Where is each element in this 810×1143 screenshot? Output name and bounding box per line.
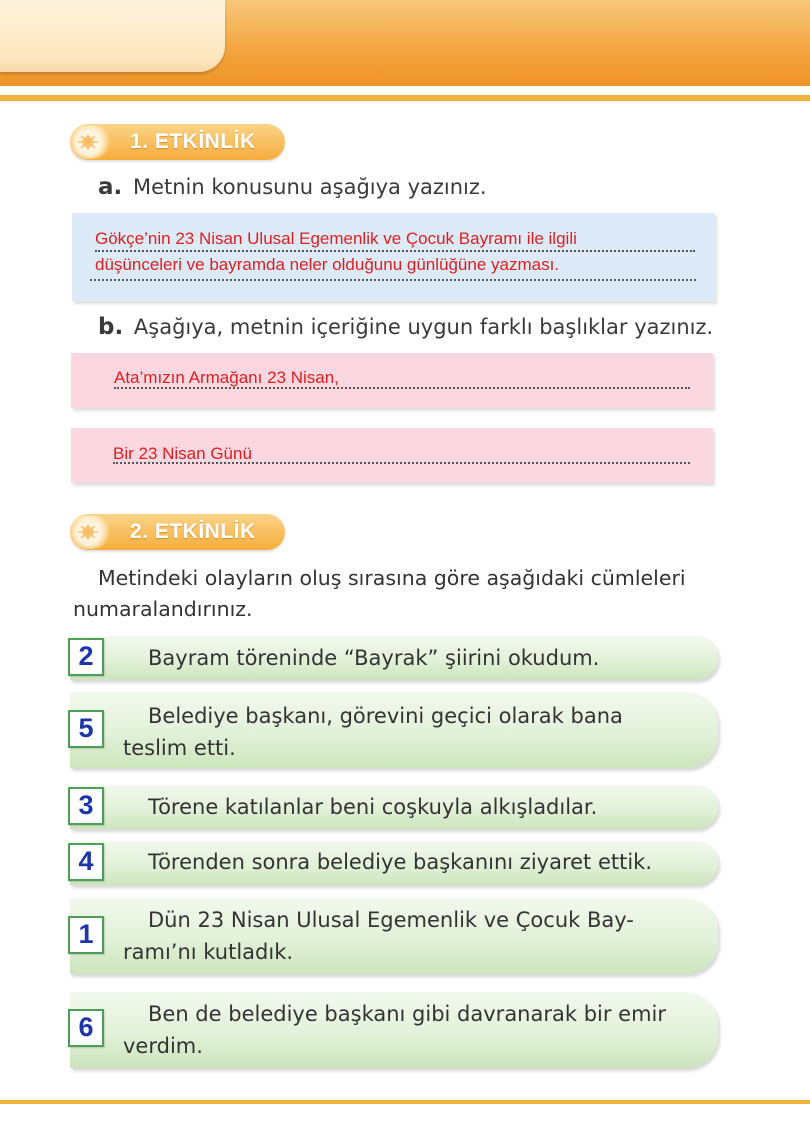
activity-2-header <box>70 514 285 550</box>
order-number-box[interactable] <box>68 843 104 881</box>
topic-answer-line-1: Gökçe’nin 23 Nisan Ulusal Egemenlik ve Çocuk Bayramı ile ilgili <box>95 229 577 248</box>
answer-dotted-line <box>95 250 695 252</box>
activity-burst-icon <box>66 125 112 159</box>
title-answer-2: Bir 23 Nisan Günü <box>113 444 252 463</box>
instruction-line-2: numaralandırınız. <box>73 597 253 621</box>
title-answer-1: Ata’mızın Armağanı 23 Nisan, <box>114 368 339 387</box>
prompt-b-text: Aşağıya, metnin içeriğine uygun farklı başlıklar yazınız. <box>133 315 714 339</box>
answer-dotted-line <box>114 387 690 389</box>
topic-answer-line-2: düşünceleri ve bayramda neler olduğunu günlüğüne yazması. <box>95 255 560 274</box>
activity-2-instructions <box>73 563 723 625</box>
answer-dotted-line <box>90 279 696 281</box>
sentence-line-1: Törenden sonra belediye başkanını ziyaret ettik. <box>148 850 653 874</box>
order-number-box[interactable] <box>68 787 104 825</box>
sentence-line-2: ramı’nı kutladık. <box>123 940 294 964</box>
order-number: 2 <box>78 641 94 671</box>
activity-burst-icon <box>66 515 112 549</box>
prompt-a <box>98 174 487 200</box>
sentence-text <box>123 998 695 1062</box>
bottom-divider <box>0 1100 810 1104</box>
sentence-text <box>123 791 695 823</box>
order-number: 5 <box>78 713 94 743</box>
prompt-a-text: Metnin konusunu aşağıya yazınız. <box>132 175 487 199</box>
sentence-line-1: Dün 23 Nisan Ulusal Egemenlik ve Çocuk Bay- <box>148 908 634 932</box>
sentence-line-1: Ben de belediye başkanı gibi davranarak bir emir <box>148 1002 667 1026</box>
top-divider <box>0 95 810 101</box>
order-number-box[interactable] <box>68 1009 104 1047</box>
sentence-line-1: Bayram töreninde “Bayrak” şiirini okudum. <box>148 646 600 670</box>
activity-2-title: 2. ETKİNLİK <box>130 520 256 543</box>
answer-dotted-line <box>113 462 690 464</box>
prompt-a-letter: a. <box>98 174 123 200</box>
prompt-b <box>98 314 713 340</box>
sentence-text <box>123 642 695 674</box>
prompt-b-letter: b. <box>98 314 124 340</box>
sentence-text <box>123 904 695 968</box>
sentence-line-1: Törene katılanlar beni coşkuyla alkışladılar. <box>148 795 598 819</box>
activity-1-header <box>70 124 285 160</box>
top-header-band <box>0 0 810 86</box>
instruction-line-1: Metindeki olayların oluş sırasına göre aşağıdaki cümleleri <box>98 566 686 590</box>
sentence-line-2: teslim etti. <box>123 736 236 760</box>
header-tab <box>0 0 225 72</box>
order-number: 3 <box>78 790 94 820</box>
sentence-line-2: verdim. <box>123 1034 203 1058</box>
order-number: 4 <box>78 846 94 876</box>
order-number: 1 <box>78 919 94 949</box>
order-number-box[interactable] <box>68 710 104 748</box>
sentence-text <box>123 846 695 878</box>
order-number: 6 <box>78 1012 94 1042</box>
order-number-box[interactable] <box>68 916 104 954</box>
sentence-text <box>123 700 695 764</box>
order-number-box[interactable] <box>68 638 104 676</box>
sentence-line-1: Belediye başkanı, görevini geçici olarak bana <box>148 704 623 728</box>
activity-1-title: 1. ETKİNLİK <box>130 130 256 153</box>
